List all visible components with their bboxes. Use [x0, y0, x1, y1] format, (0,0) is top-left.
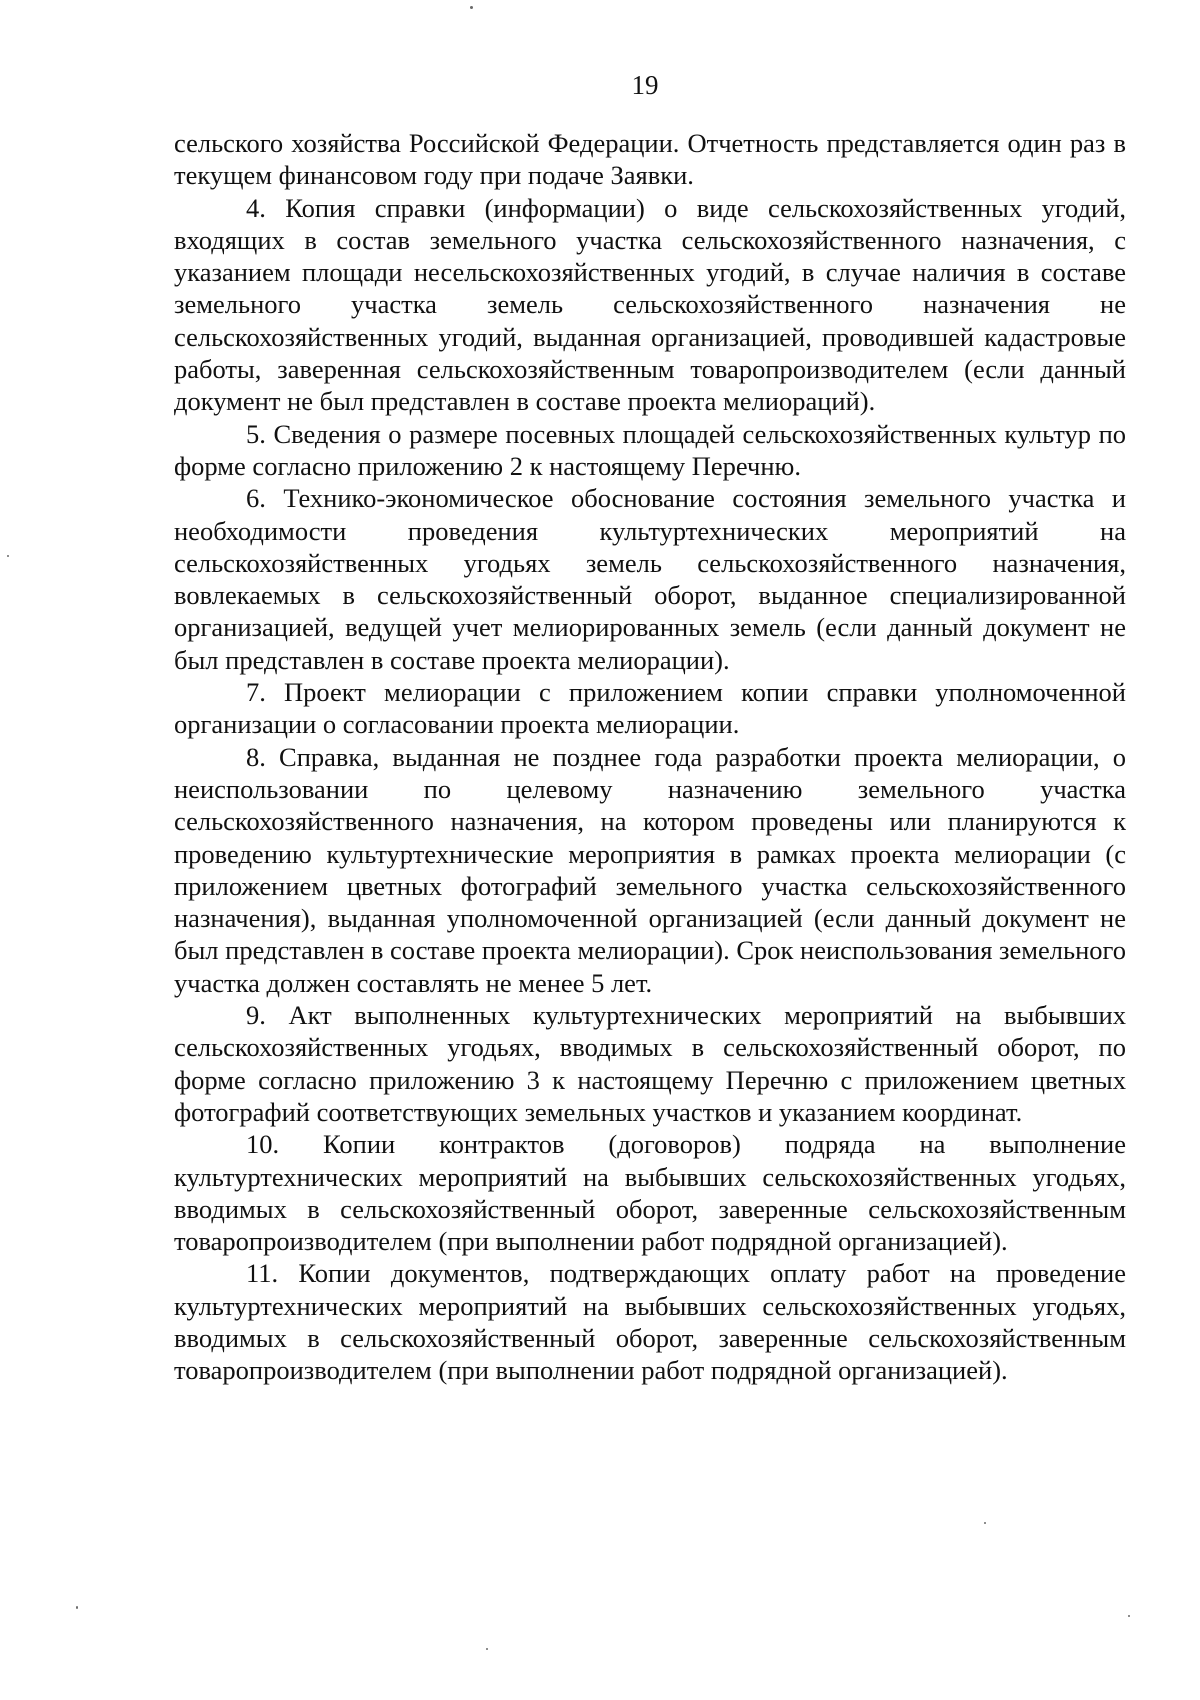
scan-speck [76, 1606, 78, 1609]
paragraph-item-8: 8. Справка, выданная не позднее года разработки проекта мелиорации, о неиспользовании по целевому назначению земельного участка сельскохозяйственного назначения, на котором проведены или планируются к проведению культуртехнические мероприятия в рамках проекта мелиорации (с приложением цветных фотографий земельного участка сельскохозяйственного назначения), выданная уполномоченной организацией (если данный документ не был представлен в составе проекта мелиорации). Срок неиспользования земельного участка должен составлять не менее 5 лет. [174, 741, 1126, 998]
paragraph-item-5: 5. Сведения о размере посевных площадей сельскохозяйственных культур по форме согласно приложению 2 к настоящему Перечню. [174, 418, 1126, 481]
paragraph-continuation: сельского хозяйства Российской Федерации. Отчетность представляется один раз в текущем финансовом году при подаче Заявки. [174, 128, 1126, 191]
document-body [174, 127, 1126, 1387]
paragraph-item-10: 10. Копии контрактов (договоров) подряда на выполнение культуртехнических мероприятий на выбывших сельскохозяйственных угодьях, вводимых в сельскохозяйственный оборот, заверенные сельскохозяйственным товаропроизводителем (при выполнении работ подрядной организацией). [174, 1129, 1126, 1257]
scan-speck [486, 1648, 488, 1650]
paragraph-item-11: 11. Копии документов, подтверждающих оплату работ на проведение культуртехнических мероприятий на выбывших сельскохозяйственных угодьях, вводимых в сельскохозяйственный оборот, заверенные сельскохозяйственным товаропроизводителем (при выполнении работ подрядной организацией). [174, 1258, 1126, 1386]
paragraph-item-4: 4. Копия справки (информации) о виде сельскохозяйственных угодий, входящих в состав земельного участка сельскохозяйственного назначения, с указанием площади несельскохозяйственных угодий, в случае наличия в составе земельного участка земель сельскохозяйственного назначения не сельскохозяйственных угодий, выданная организацией, проводившей кадастровые работы, заверенная сельскохозяйственным товаропроизводителем (если данный документ не был представлен в составе проекта мелиораций). [174, 192, 1126, 417]
paragraph-item-6: 6. Технико-экономическое обоснование состояния земельного участка и необходимости проведения культуртехнических мероприятий на сельскохозяйственных угодьях земель сельскохозяйственного назначения, вовлекаемых в сельскохозяйственный оборот, выданное специализированной организацией, ведущей учет мелиорированных земель (если данный документ не был представлен в составе проекта мелиорации). [174, 483, 1126, 675]
scan-speck [1128, 1615, 1130, 1617]
scan-speck [7, 555, 9, 557]
paragraph-item-9: 9. Акт выполненных культуртехнических мероприятий на выбывших сельскохозяйственных угодьях, вводимых в сельскохозяйственный оборот, по форме согласно приложению 3 к настоящему Перечню с приложением цветных фотографий соответствующих земельных участков и указанием координат. [174, 1000, 1126, 1127]
scan-speck [984, 1522, 986, 1524]
paragraph-item-7: 7. Проект мелиорации с приложением копии справки уполномоченной организации о согласовании проекта мелиорации. [174, 677, 1126, 740]
scan-speck [470, 6, 473, 9]
page-number: 19 [631, 70, 659, 100]
